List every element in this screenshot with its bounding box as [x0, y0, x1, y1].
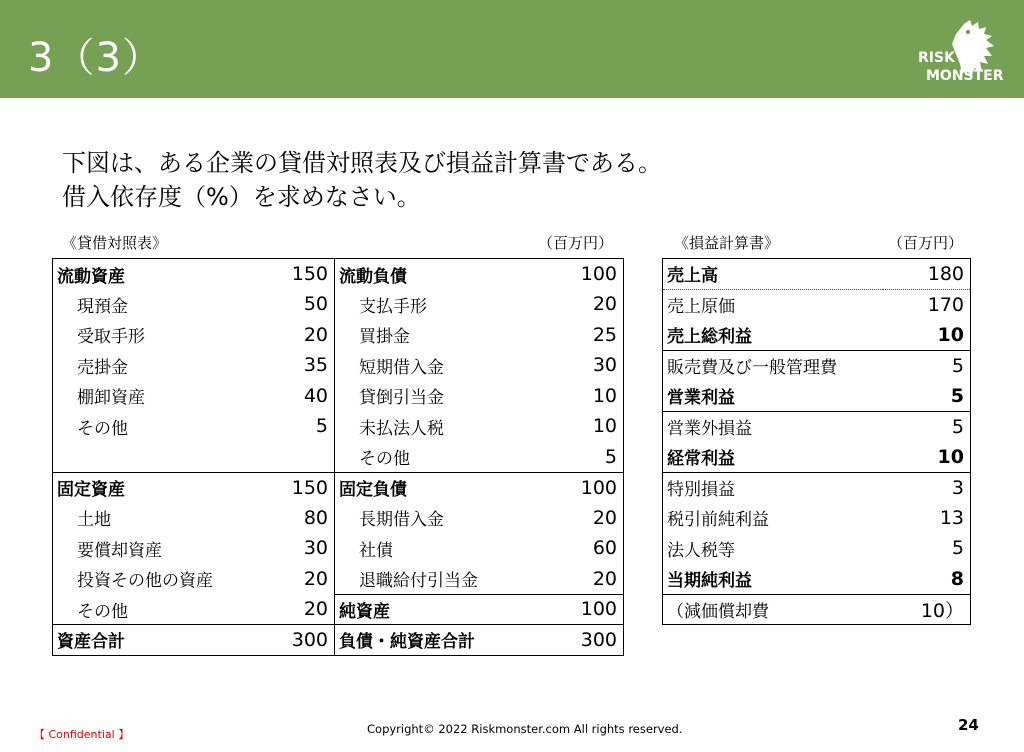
asset-value: 20 — [283, 564, 335, 595]
income-statement-caption: 《損益計算書》 — [674, 234, 780, 252]
header-bar — [0, 0, 1024, 98]
liability-value: 10 — [592, 415, 617, 438]
question-line-2: 借入依存度（%）を求めなさい。 — [62, 183, 421, 211]
liability-label: その他 — [359, 449, 410, 469]
asset-label: 受取手形 — [77, 327, 145, 348]
table-row — [663, 564, 971, 595]
row-label: 法人税等 — [667, 540, 735, 561]
row-label: 営業利益 — [663, 381, 883, 412]
row-value: 5 — [951, 537, 964, 560]
table-row — [663, 350, 971, 381]
row-value: 10） — [920, 599, 964, 622]
confidential-label: 【 Confidential 】 — [34, 728, 130, 741]
logo-text-monster: MONSTER — [926, 68, 1004, 84]
total-assets-value: 300 — [283, 625, 335, 656]
row-label: 税引前純利益 — [667, 510, 769, 531]
liability-value: 20 — [592, 567, 617, 590]
liability-value: 20 — [592, 293, 617, 316]
fixed-liabilities-value: 100 — [560, 472, 624, 503]
liability-label: 社債 — [359, 540, 393, 561]
table-row — [53, 594, 624, 625]
asset-value: 5 — [283, 411, 335, 442]
asset-label: 棚卸資産 — [77, 388, 145, 409]
fixed-liabilities-label: 固定負債 — [335, 472, 560, 503]
row-value: 5 — [951, 415, 964, 438]
row-value: 8 — [883, 564, 971, 595]
asset-label: 投資その他の資産 — [77, 571, 213, 592]
current-liabilities-label: 流動負債 — [339, 266, 407, 287]
asset-label: その他 — [77, 601, 128, 622]
fixed-assets-label: 固定資産 — [53, 472, 283, 503]
table-row — [663, 472, 971, 503]
page-number: 24 — [958, 716, 979, 734]
row-label: 特別損益 — [667, 480, 735, 500]
liability-label: 短期借入金 — [359, 357, 444, 378]
liability-label: 退職給付引当金 — [359, 571, 478, 591]
asset-value: 30 — [283, 533, 335, 564]
table-row — [663, 594, 971, 625]
row-value: 13 — [939, 506, 964, 529]
balance-sheet-table — [52, 258, 624, 656]
net-assets-value: 100 — [560, 594, 624, 625]
row-label: 販売費及び一般管理費 — [667, 358, 837, 378]
table-row — [53, 289, 624, 320]
asset-label — [53, 442, 283, 473]
total-assets-label: 資産合計 — [53, 625, 283, 656]
asset-label: 土地 — [77, 510, 111, 531]
total-liabilities-label: 負債・純資産合計 — [335, 625, 560, 656]
liability-value: 10 — [592, 384, 617, 407]
row-value: 10 — [883, 320, 971, 351]
net-assets-label: 純資産 — [335, 594, 560, 625]
fixed-assets-value: 150 — [283, 472, 335, 503]
liability-value: 5 — [604, 445, 617, 468]
table-row — [53, 503, 624, 534]
table-row — [53, 411, 624, 442]
table-row — [663, 442, 971, 473]
row-label: 売上原価 — [667, 297, 735, 317]
current-assets-label: 流動資産 — [57, 266, 125, 287]
current-assets-value: 150 — [283, 259, 335, 290]
liability-label: 買掛金 — [359, 327, 410, 348]
table-row — [53, 533, 624, 564]
row-value: 5 — [951, 354, 964, 377]
asset-label: 現預金 — [77, 296, 128, 317]
table-row — [53, 625, 624, 656]
logo-text-risk: RISK — [918, 50, 955, 66]
liability-value: 25 — [592, 323, 617, 346]
row-value: 10 — [883, 442, 971, 473]
liability-label: 未払法人税 — [359, 418, 444, 439]
liability-value: 60 — [592, 537, 617, 560]
table-row — [53, 472, 624, 503]
row-label: 売上総利益 — [663, 320, 883, 351]
income-statement-unit: （百万円） — [888, 234, 964, 252]
table-row — [53, 320, 624, 351]
table-row — [53, 381, 624, 412]
row-label: （減価償却費 — [667, 601, 769, 622]
table-row — [663, 533, 971, 564]
asset-value: 80 — [283, 503, 335, 534]
asset-label: その他 — [77, 418, 128, 439]
liability-label: 長期借入金 — [359, 510, 444, 531]
table-row — [663, 289, 971, 320]
asset-value: 50 — [283, 289, 335, 320]
income-statement-table — [662, 258, 971, 625]
row-label: 経常利益 — [663, 442, 883, 473]
copyright-text: Copyright© 2022 Riskmonster.com All rights reserved. — [367, 722, 683, 736]
row-value: 3 — [951, 476, 964, 499]
table-row — [663, 411, 971, 442]
slide-title: 3（3） — [28, 35, 163, 81]
row-label: 営業外損益 — [667, 419, 752, 439]
table-row — [663, 259, 971, 290]
risk-monster-logo — [912, 18, 1012, 90]
row-value: 170 — [927, 293, 964, 316]
asset-value: 35 — [283, 350, 335, 381]
table-row — [663, 503, 971, 534]
question-text — [62, 146, 662, 214]
table-row — [663, 381, 971, 412]
balance-sheet-caption: 《貸借対照表》 — [62, 234, 168, 252]
table-row — [53, 259, 624, 290]
asset-value: 20 — [283, 594, 335, 625]
row-value: 180 — [883, 259, 971, 290]
row-label: 売上高 — [663, 259, 883, 290]
table-row — [663, 320, 971, 351]
asset-label: 要償却資産 — [77, 540, 162, 561]
question-line-1: 下図は、ある企業の貸借対照表及び損益計算書である。 — [62, 149, 662, 177]
table-row — [53, 564, 624, 595]
total-liabilities-value: 300 — [560, 625, 624, 656]
table-row — [53, 350, 624, 381]
asset-label: 売掛金 — [77, 357, 128, 378]
row-label: 当期純利益 — [663, 564, 883, 595]
liability-label: 貸倒引当金 — [359, 388, 444, 409]
asset-value: 20 — [283, 320, 335, 351]
asset-value: 40 — [283, 381, 335, 412]
balance-sheet-unit: （百万円） — [538, 234, 614, 252]
asset-value — [283, 442, 335, 473]
current-liabilities-value: 100 — [580, 263, 617, 285]
liability-value: 30 — [592, 354, 617, 377]
table-row — [53, 442, 624, 473]
liability-value: 20 — [592, 506, 617, 529]
liability-label: 支払手形 — [359, 296, 427, 317]
row-value: 5 — [883, 381, 971, 412]
